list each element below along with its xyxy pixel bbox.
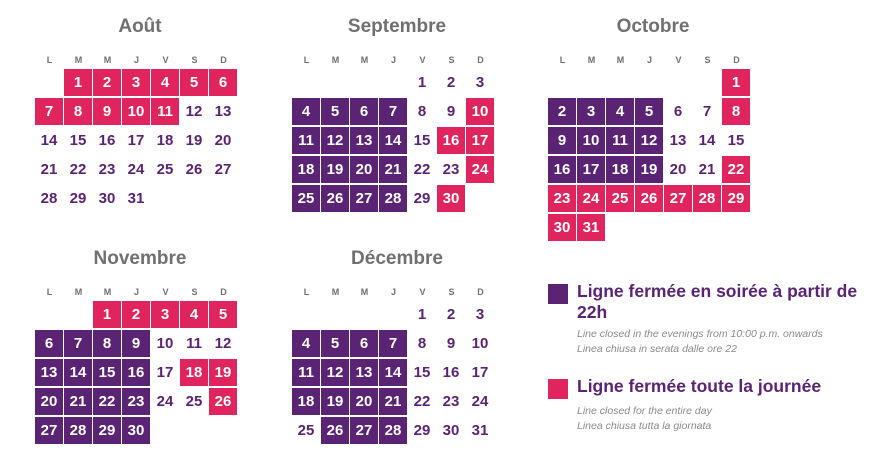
weekday-label: S — [448, 55, 455, 65]
day-open: 1 — [417, 306, 427, 323]
day-open: 16 — [442, 364, 460, 381]
day-full-closure: 16 — [437, 127, 465, 154]
day-open: 17 — [127, 132, 145, 149]
month-title: Septembre — [347, 16, 447, 37]
day-open: 9 — [446, 335, 456, 352]
day-evening-closure: 11 — [606, 127, 634, 154]
day-open: 22 — [413, 161, 431, 178]
day-open: 16 — [98, 132, 116, 149]
day-full-closure: 23 — [548, 185, 576, 212]
day-full-closure: 19 — [209, 359, 237, 386]
day-open: 23 — [442, 393, 460, 410]
day-evening-closure: 13 — [350, 359, 378, 386]
day-evening-closure: 7 — [379, 98, 407, 125]
day-open: 15 — [413, 132, 431, 149]
day-open: 14 — [698, 132, 716, 149]
day-open: 25 — [156, 161, 174, 178]
week-row — [35, 359, 245, 388]
day-full-closure: 30 — [437, 185, 465, 212]
day-open: 24 — [127, 161, 145, 178]
weekday-label: V — [419, 287, 426, 297]
legend-closed-english: Line closed for the entire day — [577, 405, 712, 417]
month-title: Août — [118, 16, 162, 37]
day-evening-closure: 19 — [321, 156, 349, 183]
day-open: 8 — [417, 103, 427, 120]
day-open: 28 — [40, 190, 58, 207]
month-october — [548, 16, 758, 243]
day-open: 22 — [69, 161, 87, 178]
weekday-label: D — [733, 55, 740, 65]
week-row — [35, 127, 245, 156]
day-full-closure: 4 — [180, 301, 208, 328]
day-open: 22 — [413, 393, 431, 410]
day-evening-closure: 10 — [577, 127, 605, 154]
day-full-closure: 17 — [466, 127, 494, 154]
day-open: 30 — [442, 422, 460, 439]
day-evening-closure: 28 — [64, 417, 92, 444]
day-open: 10 — [471, 335, 489, 352]
day-open: 26 — [185, 161, 203, 178]
month-title: Décembre — [351, 248, 443, 269]
day-evening-closure: 11 — [292, 127, 320, 154]
legend-evening-title: Ligne fermée en soirée à partir de 22h — [577, 281, 858, 322]
day-evening-closure: 11 — [292, 359, 320, 386]
weekday-label: M — [360, 55, 369, 65]
weekday-label: S — [704, 55, 711, 65]
day-open: 18 — [156, 132, 174, 149]
weekday-header-row — [292, 270, 502, 301]
weekday-label: M — [616, 55, 625, 65]
weekday-label: L — [303, 287, 310, 297]
day-full-closure: 24 — [466, 156, 494, 183]
day-evening-closure: 21 — [379, 156, 407, 183]
weekday-label: J — [646, 55, 652, 65]
day-full-closure: 3 — [122, 69, 150, 96]
day-evening-closure: 27 — [350, 417, 378, 444]
day-evening-closure: 9 — [548, 127, 576, 154]
day-open: 7 — [702, 103, 712, 120]
week-row — [548, 156, 758, 185]
day-open: 13 — [669, 132, 687, 149]
day-open: 2 — [446, 74, 456, 91]
day-evening-closure: 15 — [93, 359, 121, 386]
legend-closed — [548, 376, 868, 434]
weekday-label: D — [220, 55, 227, 65]
day-evening-closure: 7 — [379, 330, 407, 357]
day-open: 15 — [413, 364, 431, 381]
day-full-closure: 1 — [64, 69, 92, 96]
weekday-label: V — [419, 55, 426, 65]
day-open: 29 — [69, 190, 87, 207]
week-row — [292, 127, 502, 156]
empty-day-cell — [606, 69, 634, 96]
day-evening-closure: 13 — [350, 127, 378, 154]
day-evening-closure: 6 — [350, 98, 378, 125]
day-open: 21 — [40, 161, 58, 178]
day-evening-closure: 4 — [606, 98, 634, 125]
week-row — [292, 330, 502, 359]
day-open: 9 — [446, 103, 456, 120]
month-september — [292, 16, 502, 214]
weekday-label: J — [133, 55, 139, 65]
legend-closed-italian: Linea chiusa tutta la giornata — [577, 420, 712, 432]
month-title: Novembre — [93, 248, 187, 269]
day-evening-closure: 25 — [292, 185, 320, 212]
day-full-closure: 3 — [151, 301, 179, 328]
week-row — [35, 301, 245, 330]
weekday-label: M — [103, 55, 112, 65]
day-open: 27 — [214, 161, 232, 178]
day-evening-closure: 20 — [350, 156, 378, 183]
day-full-closure: 29 — [722, 185, 750, 212]
day-evening-closure: 22 — [93, 388, 121, 415]
day-evening-closure: 14 — [379, 127, 407, 154]
day-evening-closure: 12 — [321, 359, 349, 386]
day-full-closure: 4 — [151, 69, 179, 96]
day-open: 20 — [669, 161, 687, 178]
day-open: 20 — [214, 132, 232, 149]
weekday-label: J — [390, 55, 396, 65]
empty-day-cell — [35, 301, 63, 328]
day-evening-closure: 12 — [321, 127, 349, 154]
day-open: 31 — [471, 422, 489, 439]
day-open: 19 — [185, 132, 203, 149]
day-open: 23 — [442, 161, 460, 178]
weekday-label: D — [477, 55, 484, 65]
day-evening-closure: 2 — [548, 98, 576, 125]
day-full-closure: 2 — [122, 301, 150, 328]
day-full-closure: 24 — [577, 185, 605, 212]
day-open: 6 — [673, 103, 683, 120]
day-open: 11 — [186, 335, 202, 352]
day-evening-closure: 18 — [292, 388, 320, 415]
empty-day-cell — [693, 69, 721, 96]
month-title: Octobre — [616, 16, 690, 37]
weekday-label: L — [46, 287, 53, 297]
weekday-label: S — [191, 287, 198, 297]
day-full-closure: 2 — [93, 69, 121, 96]
day-open: 29 — [413, 190, 431, 207]
weekday-label: J — [133, 287, 139, 297]
day-evening-closure: 19 — [635, 156, 663, 183]
day-evening-closure: 21 — [379, 388, 407, 415]
day-evening-closure: 28 — [379, 417, 407, 444]
empty-day-cell — [292, 69, 320, 96]
day-open: 3 — [475, 306, 485, 323]
week-row — [292, 417, 502, 446]
day-evening-closure: 26 — [321, 417, 349, 444]
day-full-closure: 25 — [606, 185, 634, 212]
day-evening-closure: 4 — [292, 98, 320, 125]
day-full-closure: 6 — [209, 69, 237, 96]
day-open: 12 — [185, 103, 203, 120]
day-full-closure: 28 — [693, 185, 721, 212]
week-row — [35, 185, 245, 214]
day-open: 23 — [98, 161, 116, 178]
day-evening-closure: 17 — [577, 156, 605, 183]
day-open: 17 — [471, 364, 489, 381]
day-full-closure: 27 — [664, 185, 692, 212]
month-december — [292, 248, 502, 446]
empty-day-cell — [350, 301, 378, 328]
empty-day-cell — [321, 69, 349, 96]
day-full-closure: 11 — [151, 98, 179, 125]
day-open: 13 — [214, 103, 232, 120]
month-november — [35, 248, 245, 446]
empty-day-cell — [321, 301, 349, 328]
weekday-label: L — [559, 55, 566, 65]
day-evening-closure: 19 — [321, 388, 349, 415]
week-row — [548, 98, 758, 127]
weekday-label: J — [390, 287, 396, 297]
day-evening-closure: 29 — [93, 417, 121, 444]
day-full-closure: 9 — [93, 98, 121, 125]
weekday-label: M — [74, 287, 83, 297]
empty-day-cell — [635, 69, 663, 96]
day-evening-closure: 16 — [548, 156, 576, 183]
weekday-header-row — [292, 38, 502, 69]
day-evening-closure: 8 — [93, 330, 121, 357]
day-open: 3 — [475, 74, 485, 91]
day-evening-closure: 4 — [292, 330, 320, 357]
day-evening-closure: 5 — [321, 330, 349, 357]
day-open: 17 — [156, 364, 174, 381]
legend-evening — [548, 281, 868, 357]
day-open: 24 — [471, 393, 489, 410]
day-evening-closure: 7 — [64, 330, 92, 357]
legend-evening-english: Line closed in the evenings from 10:00 p.m. onwards — [577, 328, 823, 340]
weekday-header-row — [35, 38, 245, 69]
weekday-label: M — [587, 55, 596, 65]
weekday-label: L — [46, 55, 53, 65]
weekday-label: M — [360, 287, 369, 297]
day-full-closure: 5 — [180, 69, 208, 96]
empty-day-cell — [548, 69, 576, 96]
day-full-closure: 26 — [209, 388, 237, 415]
day-open: 10 — [156, 335, 174, 352]
day-evening-closure: 20 — [350, 388, 378, 415]
day-evening-closure: 3 — [577, 98, 605, 125]
weekday-label: L — [303, 55, 310, 65]
week-row — [548, 214, 758, 243]
day-evening-closure: 30 — [122, 417, 150, 444]
day-open: 2 — [446, 306, 456, 323]
day-evening-closure: 18 — [606, 156, 634, 183]
weekday-label: M — [331, 287, 340, 297]
day-open: 1 — [417, 74, 427, 91]
day-evening-closure: 6 — [350, 330, 378, 357]
day-full-closure: 7 — [35, 98, 63, 125]
week-row — [548, 69, 758, 98]
weekday-label: D — [477, 287, 484, 297]
day-full-closure: 8 — [64, 98, 92, 125]
weekday-label: M — [331, 55, 340, 65]
legend-evening-italian: Linea chiusa in serata dalle ore 22 — [577, 343, 737, 355]
empty-day-cell — [350, 69, 378, 96]
day-open: 30 — [98, 190, 116, 207]
day-evening-closure: 6 — [35, 330, 63, 357]
day-open: 25 — [185, 393, 203, 410]
day-full-closure: 22 — [722, 156, 750, 183]
empty-day-cell — [664, 69, 692, 96]
day-evening-closure: 21 — [64, 388, 92, 415]
day-evening-closure: 16 — [122, 359, 150, 386]
empty-day-cell — [577, 69, 605, 96]
day-evening-closure: 26 — [321, 185, 349, 212]
week-row — [35, 330, 245, 359]
day-evening-closure: 12 — [635, 127, 663, 154]
legend-closed-title: Ligne fermée toute la journée — [577, 376, 822, 396]
month-august — [35, 16, 245, 214]
evening-closure-swatch — [548, 284, 568, 304]
day-evening-closure: 20 — [35, 388, 63, 415]
day-open: 12 — [214, 335, 232, 352]
day-open: 8 — [417, 335, 427, 352]
day-open: 15 — [727, 132, 745, 149]
day-evening-closure: 27 — [350, 185, 378, 212]
week-row — [35, 69, 245, 98]
weekday-label: M — [103, 287, 112, 297]
week-row — [292, 388, 502, 417]
week-row — [35, 98, 245, 127]
day-open: 29 — [413, 422, 431, 439]
day-full-closure: 10 — [466, 98, 494, 125]
week-row — [292, 156, 502, 185]
day-full-closure: 10 — [122, 98, 150, 125]
empty-day-cell — [379, 301, 407, 328]
day-open: 14 — [40, 132, 58, 149]
empty-day-cell — [379, 69, 407, 96]
day-open: 24 — [156, 393, 174, 410]
weekday-label: V — [675, 55, 682, 65]
weekday-label: M — [74, 55, 83, 65]
day-full-closure: 1 — [93, 301, 121, 328]
day-evening-closure: 5 — [321, 98, 349, 125]
day-evening-closure: 27 — [35, 417, 63, 444]
day-full-closure: 1 — [722, 69, 750, 96]
week-row — [292, 69, 502, 98]
weekday-header-row — [35, 270, 245, 301]
week-row — [548, 127, 758, 156]
full-day-closure-swatch — [548, 379, 568, 399]
week-row — [548, 185, 758, 214]
day-full-closure: 5 — [209, 301, 237, 328]
weekday-label: V — [162, 55, 169, 65]
day-evening-closure: 23 — [122, 388, 150, 415]
day-full-closure: 18 — [180, 359, 208, 386]
day-full-closure: 8 — [722, 98, 750, 125]
weekday-header-row — [548, 38, 758, 69]
week-row — [292, 359, 502, 388]
week-row — [35, 388, 245, 417]
week-row — [292, 185, 502, 214]
day-full-closure: 31 — [577, 214, 605, 241]
day-open: 15 — [69, 132, 87, 149]
week-row — [292, 98, 502, 127]
week-row — [292, 301, 502, 330]
day-evening-closure: 28 — [379, 185, 407, 212]
day-evening-closure: 18 — [292, 156, 320, 183]
weekday-label: S — [191, 55, 198, 65]
day-open: 31 — [127, 190, 145, 207]
day-evening-closure: 5 — [635, 98, 663, 125]
day-full-closure: 30 — [548, 214, 576, 241]
day-full-closure: 26 — [635, 185, 663, 212]
empty-day-cell — [292, 301, 320, 328]
week-row — [35, 156, 245, 185]
empty-day-cell — [35, 69, 63, 96]
weekday-label: S — [448, 287, 455, 297]
weekday-label: D — [220, 287, 227, 297]
day-evening-closure: 14 — [379, 359, 407, 386]
day-evening-closure: 13 — [35, 359, 63, 386]
day-open: 21 — [698, 161, 716, 178]
day-open: 25 — [297, 422, 315, 439]
day-evening-closure: 9 — [122, 330, 150, 357]
week-row — [35, 417, 245, 446]
day-evening-closure: 14 — [64, 359, 92, 386]
weekday-label: V — [162, 287, 169, 297]
empty-day-cell — [64, 301, 92, 328]
